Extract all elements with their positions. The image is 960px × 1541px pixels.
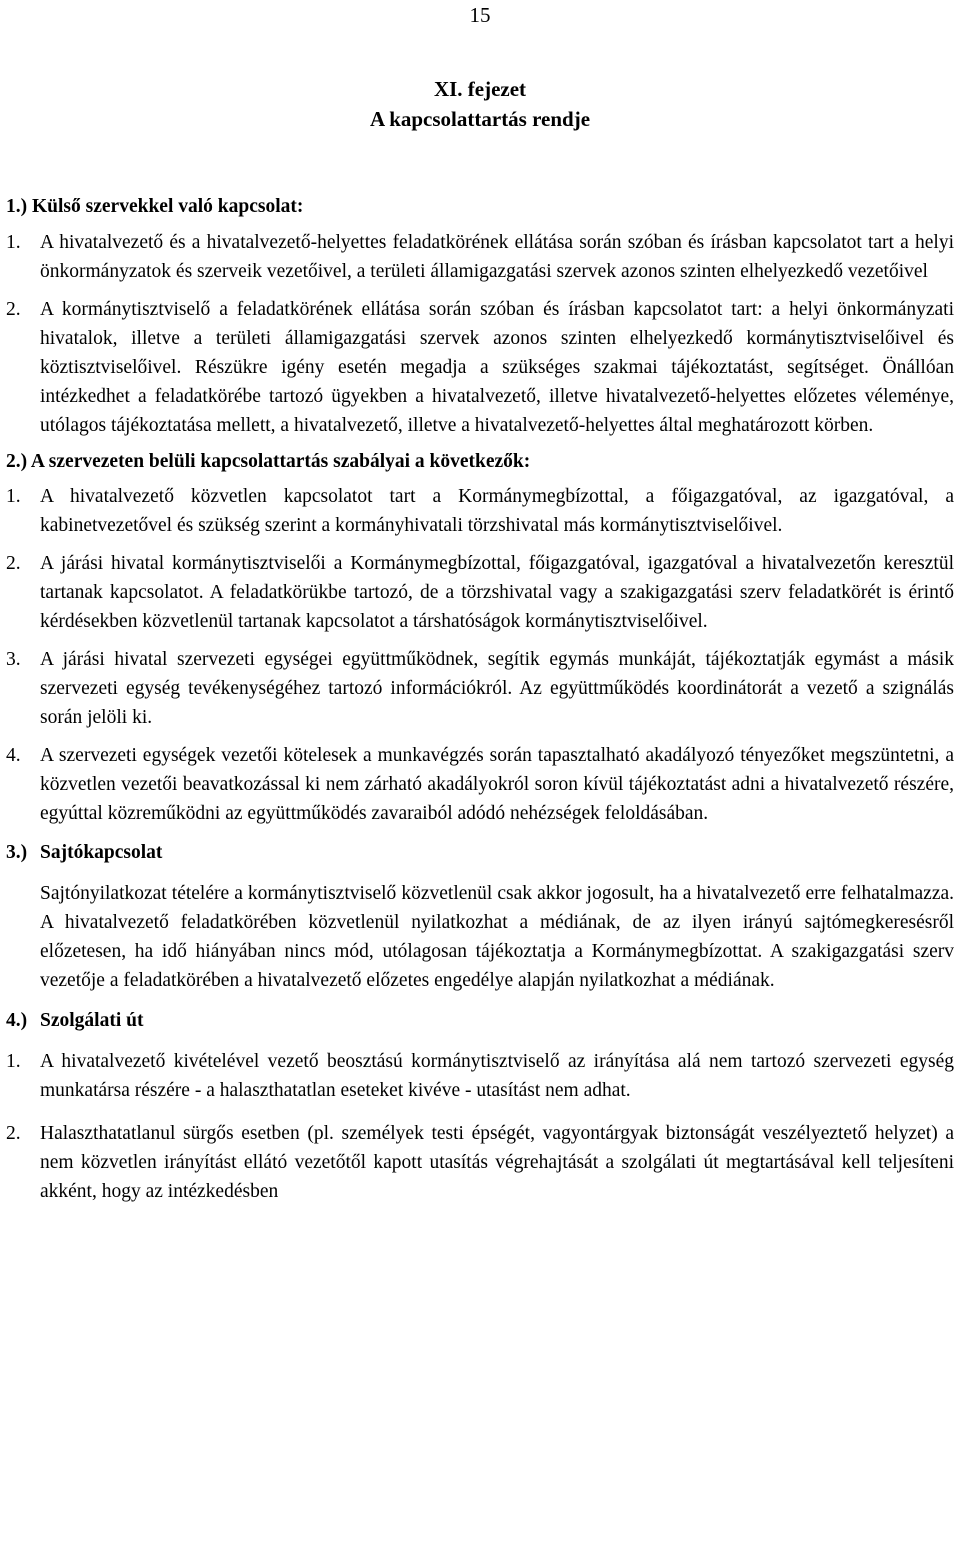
list-item — [6, 645, 954, 732]
section-heading-official-channel — [6, 1006, 954, 1035]
list-item — [6, 741, 954, 828]
chapter-title: A kapcsolattartás rendje — [369, 107, 591, 131]
list-item — [6, 549, 954, 636]
page-number: 15 — [469, 3, 491, 27]
item-number: 4. — [6, 745, 21, 766]
item-number: 1. — [6, 486, 21, 507]
item-text: A szervezeti egységek vezetői kötelesek a munkavégzés során tapasztalható akadályozó tényezőket megszüntetni, a közvetlen vezetői beavatkozással ki nem zárható akadályokról soron kívül tájékoztatást adni a hivatalvezető részére, egyúttal közreműködni az együttműködés zavaraiból adódó nehézségek feloldásában. — [40, 745, 954, 824]
item-text: A hivatalvezető kivételével vezető beosztású kormánytisztviselő az irányítása alá nem tartozó szervezeti egység munkatársa részére - a halaszthatatlan eseteket kivéve - utasítást nem adhat. — [40, 1051, 954, 1101]
section-heading-press — [6, 838, 954, 867]
section-internal-list — [6, 482, 954, 828]
section-title: Sajtókapcsolat — [40, 842, 163, 863]
item-text: A járási hivatal kormánytisztviselői a Kormánymegbízottal, főigazgatóval, igazgatóval a hivatalvezetőn keresztül tartanak kapcsolatot. A feladatkörükbe tartozó, de a törzshivatal vagy a szakigazgatási szerv feladatkörét is érintő kérdésekben közvetlenül tartanak kapcsolatot a társhatóságok kormánytisztviselőivel. — [40, 553, 954, 632]
section-official-channel-list — [6, 1047, 954, 1206]
section-title: Szolgálati út — [40, 1010, 144, 1031]
press-paragraph: Sajtónyilatkozat tételére a kormánytisztviselő közvetlenül csak akkor jogosult, ha a hivatalvezető erre felhatalmazza. A hivatalvezető feladatkörében közvetlenül nyilatkozhat a médiának, de az ilyen irányú sajtómegkeresésről előzetesen, ha idő hiányában nincs mód, utólagosan tájékoztatja a Kormánymegbízottat. A szakigazgatási szerv vezetője a feladatkörében a hivatalvezető előzetes engedélye alapján nyilatkozhat a médiának. — [40, 883, 954, 991]
list-item — [6, 482, 954, 540]
list-item — [6, 295, 954, 440]
item-text: A járási hivatal szervezeti egységei együttműködnek, segítik egymás munkáját, tájékoztatják egymást a másik szervezeti egység tevékenységéhez tartozó információkról. Az együttműködés koordinátorát a vezető a szignálás során jelöli ki. — [40, 649, 954, 728]
item-number: 1. — [6, 1051, 21, 1072]
section-number: 4.) — [6, 1010, 28, 1031]
item-number: 3. — [6, 649, 21, 670]
section-heading-internal: 2.) A szervezeten belüli kapcsolattartás szabályai a következők: — [6, 451, 531, 472]
item-number: 2. — [6, 299, 21, 320]
item-text: A kormánytisztviselő a feladatkörének ellátása során szóban és írásban kapcsolatot tart: a helyi önkormányzati hivatalok, illetve a területi államigazgatási szervek azonos szinten elhelyezkedő kormánytisztviselőivel és köztisztviselőivel. Részükre igény esetén megadja a szükséges szakmai tájékoztatást, segítséget. Önállóan intézkedhet a feladatkörébe tartozó ügyekben a hivatalvezető, illetve hivatalvezető-helyettes előzetes véleménye, utólagos tájékoztatása mellett, a hivatalvezető, illetve a hivatalvezető-helyettes által meghatározott körben. — [40, 299, 954, 436]
item-number: 2. — [6, 1123, 21, 1144]
item-text: Halaszthatatlanul sürgős esetben (pl. személyek testi épségét, vagyontárgyak biztonságát veszélyeztető helyzet) a nem közvetlen irányítást ellátó vezetőtől kapott utasítás végrehajtását a szolgálati út megtartásával kell teljesíteni akként, hogy az intézkedésben — [40, 1123, 954, 1202]
list-item — [6, 1119, 954, 1206]
chapter-heading — [6, 74, 954, 134]
section-heading-external: 1.) Külső szervekkel való kapcsolat: — [6, 196, 304, 217]
section-external-list — [6, 228, 954, 440]
item-text: A hivatalvezető közvetlen kapcsolatot tart a Kormánymegbízottal, a főigazgatóval, az igazgatóval, a kabinetvezetővel és szükség szerint a kormányhivatali törzshivatal más kormánytisztviselőivel. — [40, 486, 954, 536]
item-text: A hivatalvezető és a hivatalvezető-helyettes feladatkörének ellátása során szóban és írásban kapcsolatot tart a helyi önkormányzatok és szerveik vezetőivel, a területi államigazgatási szervek azonos szinten elhelyezkedő vezetőivel — [40, 232, 954, 282]
item-number: 2. — [6, 553, 21, 574]
list-item — [6, 1047, 954, 1105]
section-number: 3.) — [6, 842, 28, 863]
list-item — [6, 228, 954, 286]
item-number: 1. — [6, 232, 21, 253]
chapter-number: XI. fejezet — [433, 77, 527, 101]
